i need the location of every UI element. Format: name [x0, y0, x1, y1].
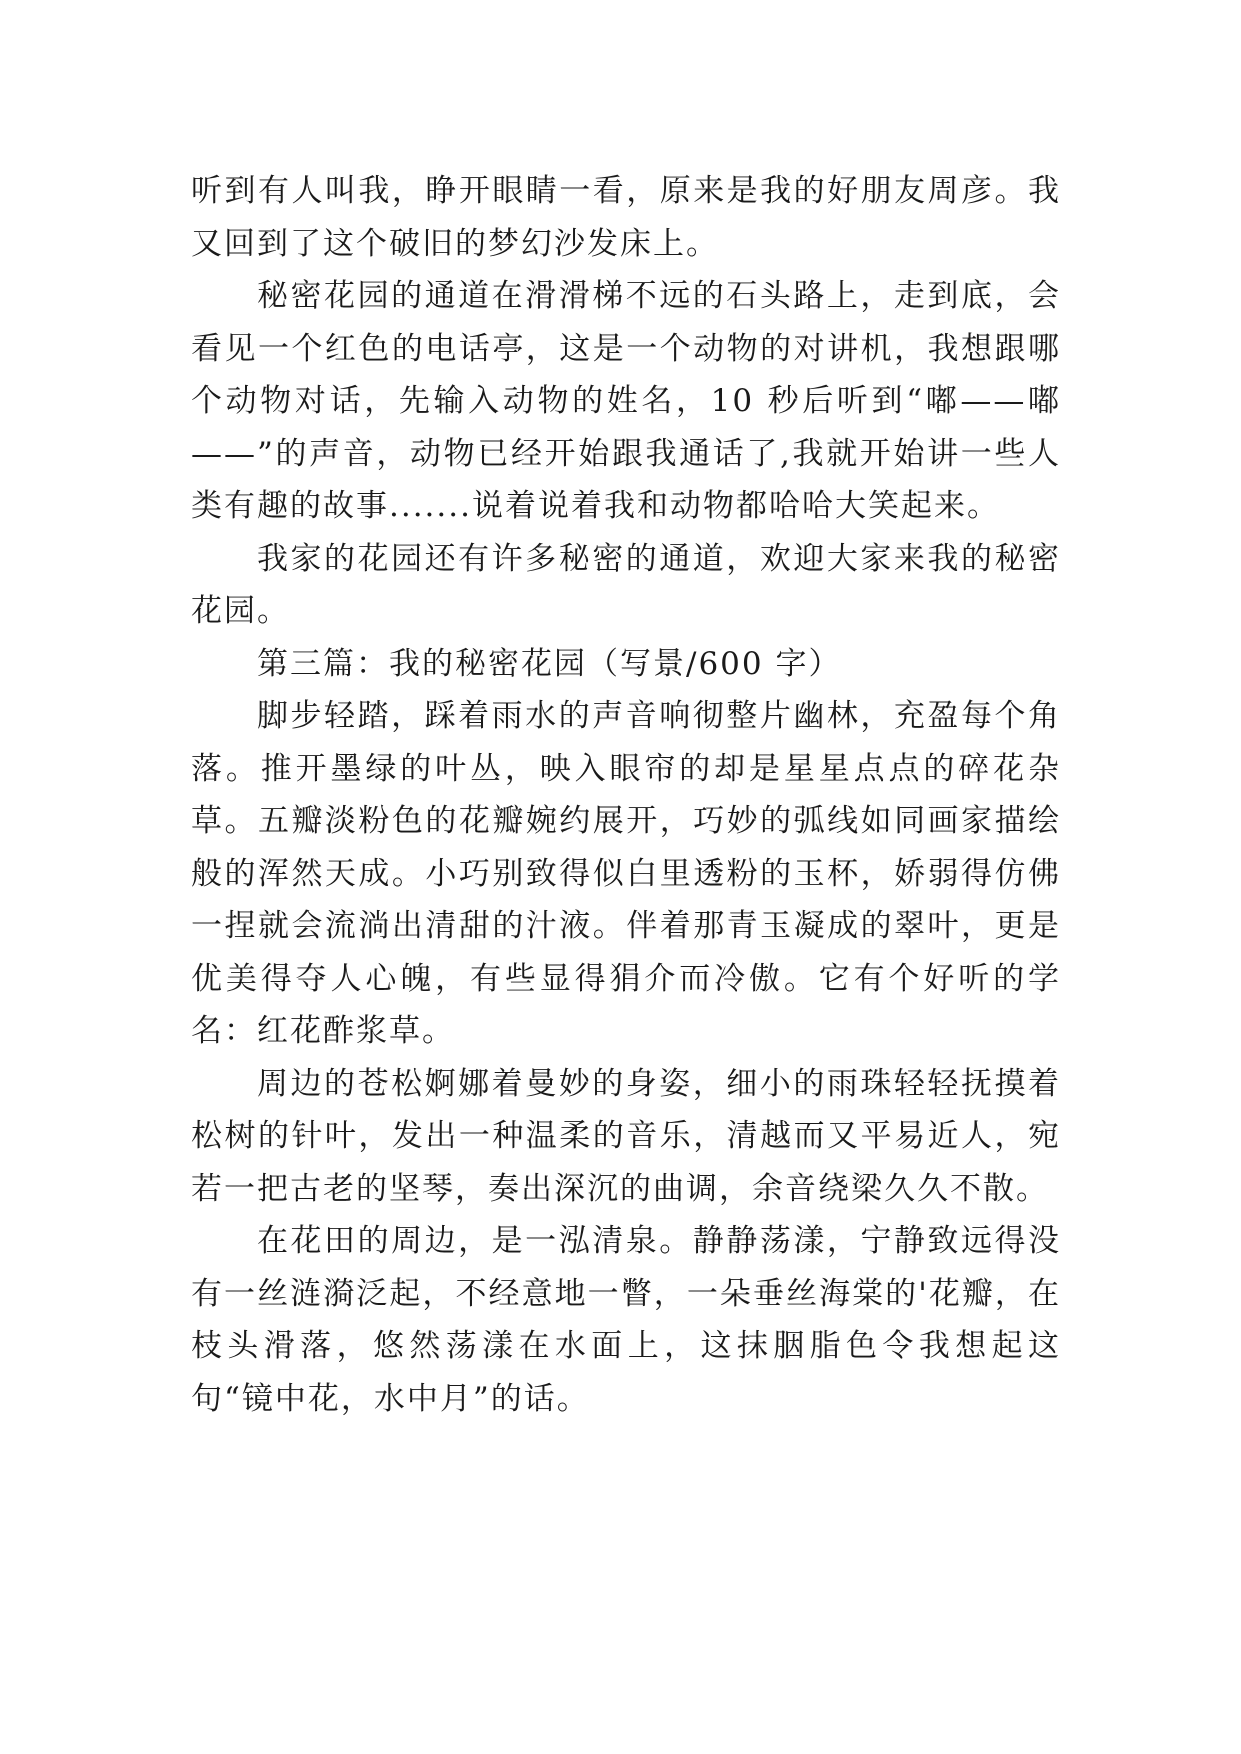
document-page: [191, 165, 1061, 1425]
section-heading: 第三篇：我的秘密花园（写景/600 字）: [257, 645, 842, 682]
paragraph-6: 周边的苍松婀娜着曼妙的身姿，细小的雨珠轻轻抚摸着松树的针叶，发出一种温柔的音乐，清越而又平易近人，宛若一把古老的坚琴，奏出深沉的曲调，余音绕梁久久不散。: [191, 1065, 1061, 1207]
paragraph-1: 听到有人叫我，睁开眼睛一看，原来是我的好朋友周彦。我又回到了这个破旧的梦幻沙发床上。: [191, 173, 1061, 262]
paragraph-5: 脚步轻踏，踩着雨水的声音响彻整片幽林，充盈每个角落。推开墨绿的叶丛，映入眼帘的却是星星点点的碎花杂草。五瓣淡粉色的花瓣婉约展开，巧妙的弧线如同画家描绘般的浑然天成。小巧别致得似白里透粉的玉杯，娇弱得仿佛一捏就会流淌出清甜的汁液。伴着那青玉凝成的翠叶，更是优美得夺人心魄，有些显得狷介而冷傲。它有个好听的学名：红花酢浆草。: [191, 698, 1061, 1049]
paragraph-2: 秘密花园的通道在滑滑梯不远的石头路上，走到底，会看见一个红色的电话亭，这是一个动物的对讲机，我想跟哪个动物对话，先输入动物的姓名，10 秒后听到“嘟——嘟——”的声音，动物已经开始跟我通话了,我就开始讲一些人类有趣的故事.......说着说着我和动物都哈哈大笑起来。: [191, 278, 1061, 524]
paragraph-7: 在花田的周边，是一泓清泉。静静荡漾，宁静致远得没有一丝涟漪泛起，不经意地一瞥，一朵垂丝海棠的'花瓣，在枝头滑落，悠然荡漾在水面上，这抹胭脂色令我想起这句“镜中花，水中月”的话。: [191, 1223, 1061, 1417]
paragraph-3: 我家的花园还有许多秘密的通道，欢迎大家来我的秘密花园。: [191, 540, 1061, 629]
